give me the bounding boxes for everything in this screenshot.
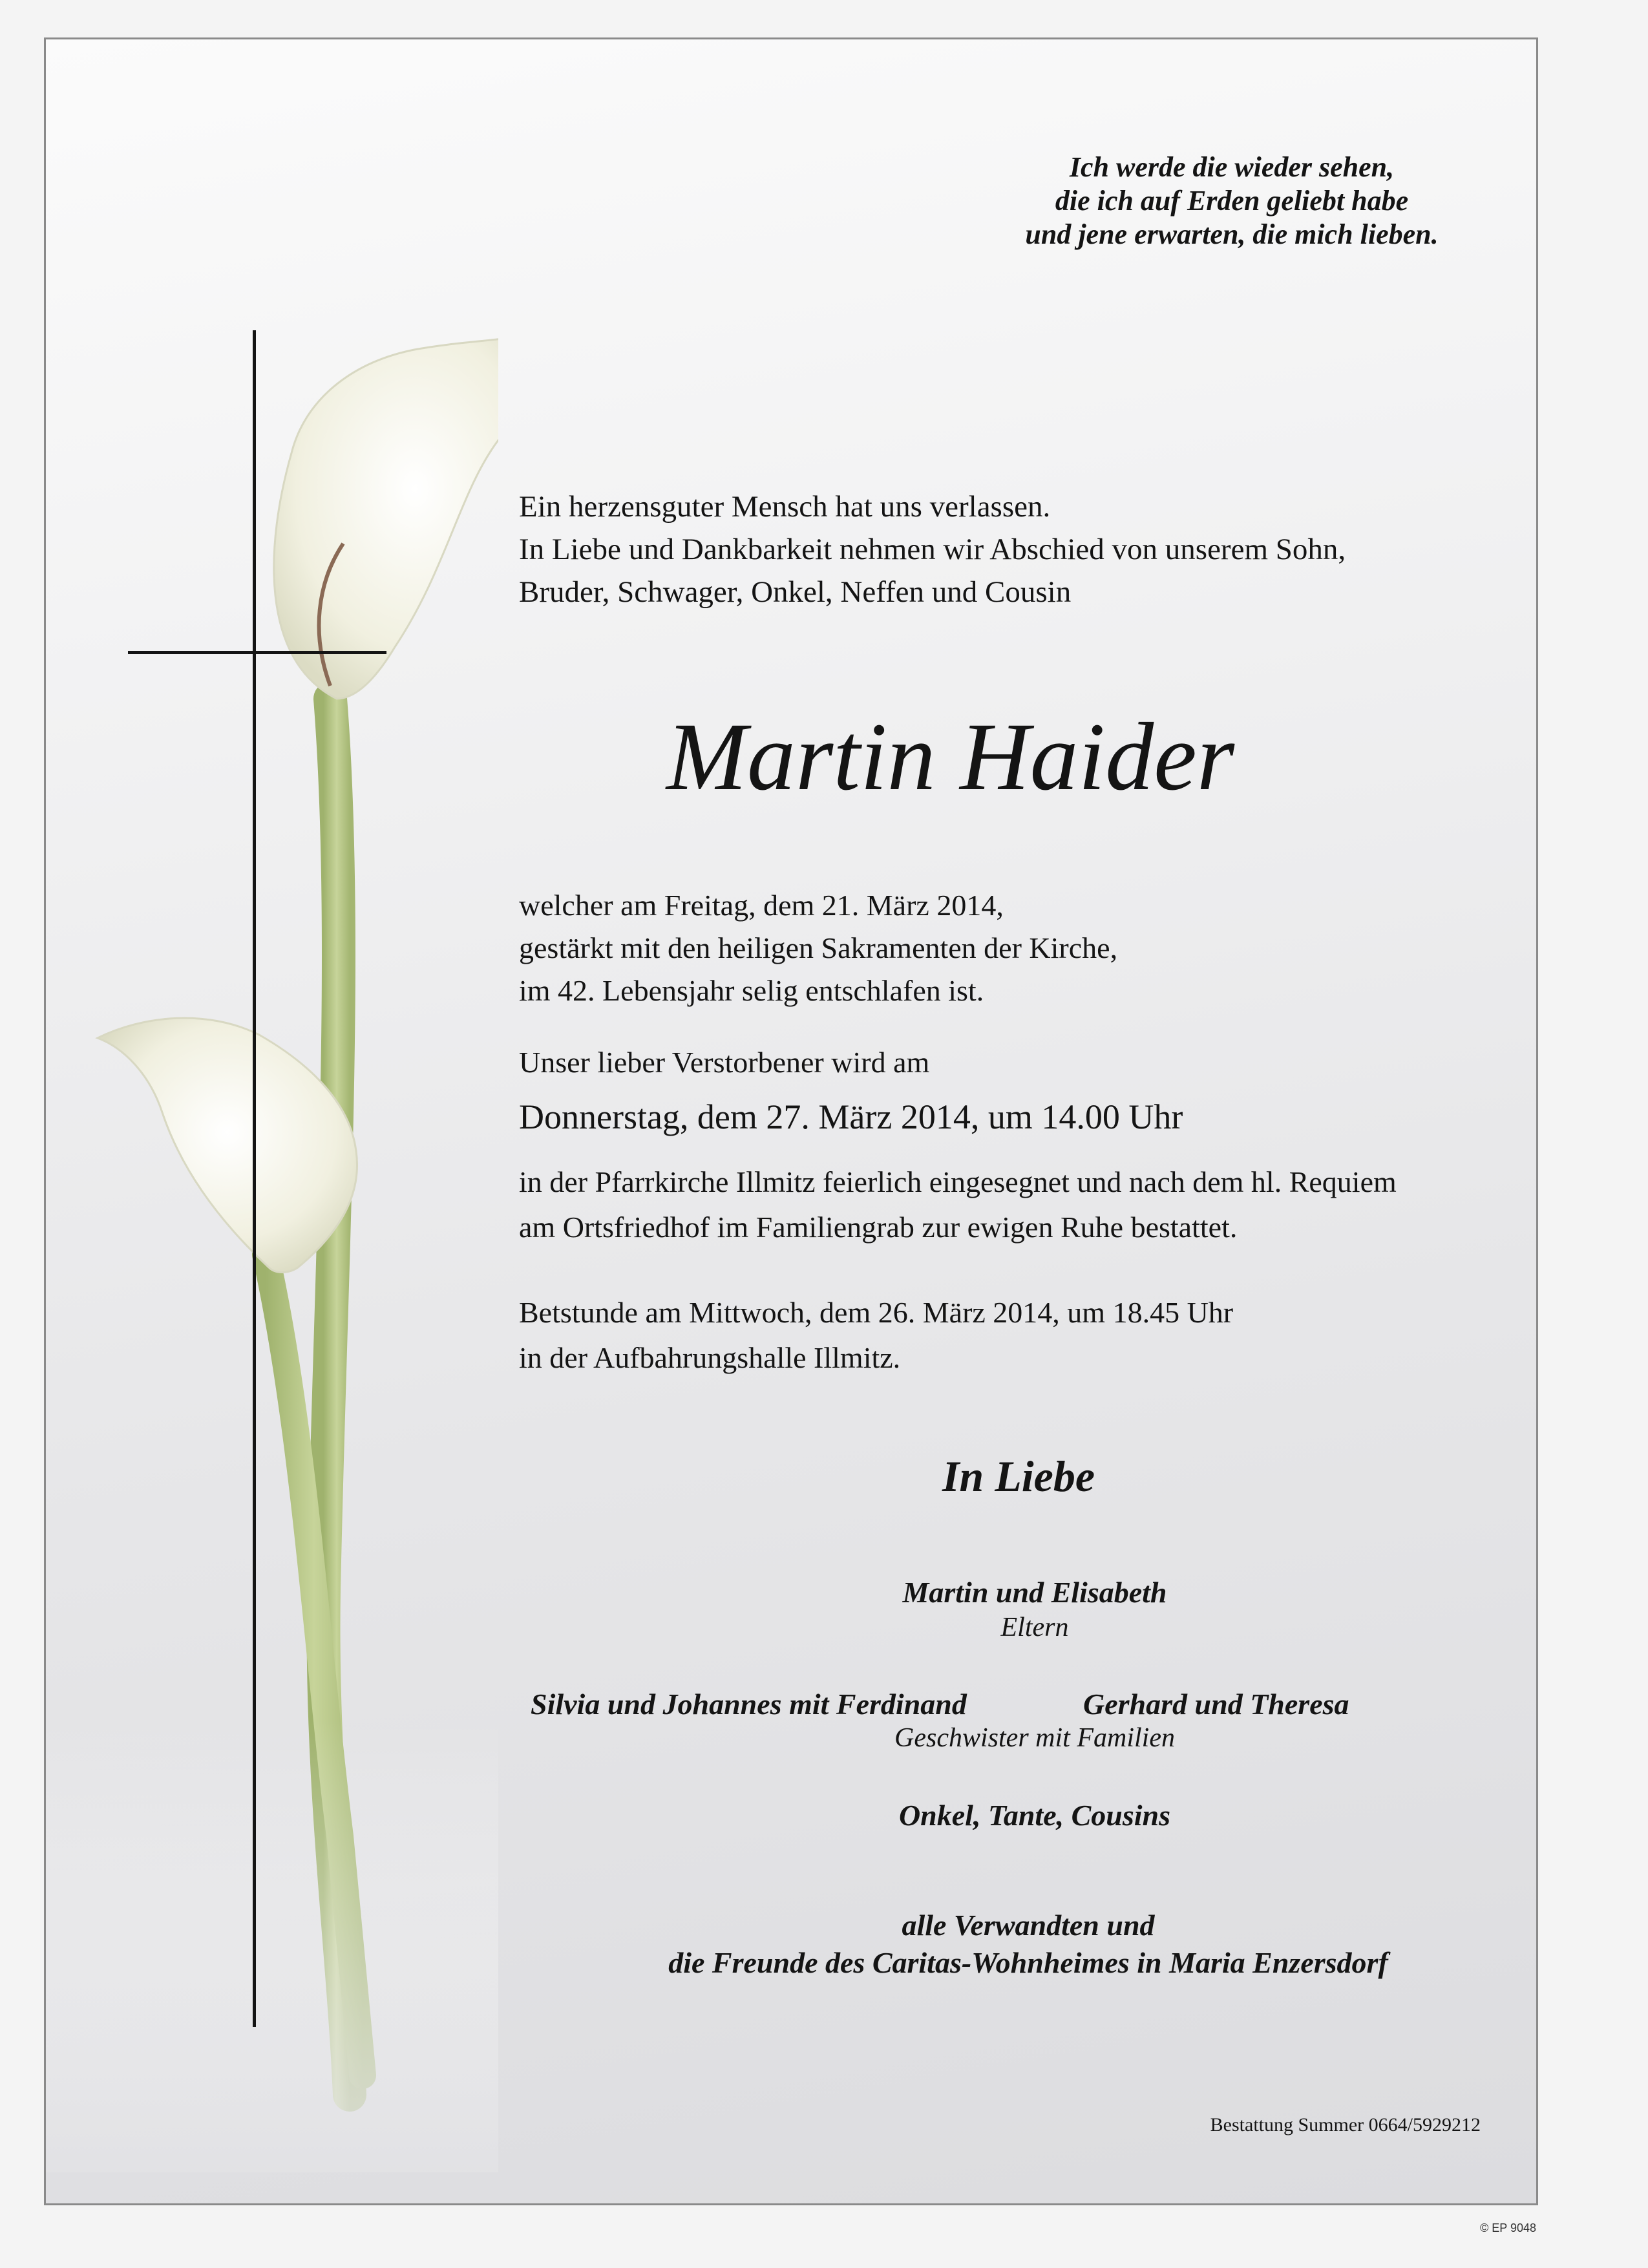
- intro-line: Ein herzensguter Mensch hat uns verlassen.: [519, 490, 1051, 524]
- other-mourners-line: die Freunde des Caritas-Wohnheimes in Maria Enzersdorf: [668, 1946, 1388, 1979]
- cross-icon: [253, 330, 256, 2027]
- funeral-announce: Unser lieber Verstorbener wird am: [519, 1046, 930, 1079]
- funeral-date: Donnerstag, dem 27. März 2014, um 14.00 Uhr: [519, 1097, 1183, 1136]
- funeral-home-contact: Bestattung Summer 0664/5929212: [1210, 2114, 1481, 2136]
- death-line: im 42. Lebensjahr selig entschlafen ist.: [519, 974, 984, 1007]
- verse-line: die ich auf Erden geliebt habe: [1055, 185, 1409, 217]
- verse-line: Ich werde die wieder sehen,: [1069, 151, 1395, 183]
- cross-bar: [128, 651, 386, 654]
- verse-line: und jene erwarten, die mich lieben.: [1025, 218, 1439, 250]
- intro-text: [519, 485, 1488, 613]
- vigil-line: in der Aufbahrungshalle Illmitz.: [519, 1341, 901, 1374]
- mourners-heading: In Liebe: [942, 1452, 1095, 1501]
- parents-role: Eltern: [1000, 1613, 1069, 1642]
- death-line: gestärkt mit den heiligen Sakramenten der Kirche,: [519, 931, 1118, 964]
- ceremony-line: in der Pfarrkirche Illmitz feierlich eingesegnet und nach dem hl. Requiem: [519, 1165, 1397, 1198]
- obituary-sheet: [44, 37, 1538, 2205]
- relatives-names: Onkel, Tante, Cousins: [898, 1799, 1171, 1832]
- death-details: [519, 884, 1488, 1012]
- catalog-code: © EP 9048: [1480, 2221, 1536, 2234]
- sibling-family: Silvia und Johannes mit Ferdinand: [531, 1688, 967, 1721]
- flower-lower: [98, 1018, 357, 1272]
- sibling-family: Gerhard und Theresa: [1083, 1688, 1349, 1721]
- vigil-details: [519, 1290, 1488, 1381]
- intro-line: In Liebe und Dankbarkeit nehmen wir Abschied von unserem Sohn,: [519, 533, 1346, 566]
- parents-names: Martin und Elisabeth: [902, 1576, 1167, 1609]
- siblings-role: Geschwister mit Familien: [894, 1723, 1175, 1753]
- death-line: welcher am Freitag, dem 21. März 2014,: [519, 889, 1004, 922]
- deceased-name: Martin Haider: [666, 703, 1235, 811]
- other-mourners: [537, 1907, 1519, 1982]
- intro-line: Bruder, Schwager, Onkel, Neffen und Cousin: [519, 575, 1072, 609]
- vigil-line: Betstunde am Mittwoch, dem 26. März 2014, um 18.45 Uhr: [519, 1296, 1234, 1329]
- other-mourners-line: alle Verwandten und: [902, 1909, 1155, 1942]
- memorial-verse: [951, 151, 1513, 251]
- ceremony-line: am Ortsfriedhof im Familiengrab zur ewigen Ruhe bestattet.: [519, 1211, 1238, 1244]
- calla-lily-icon: [46, 39, 498, 2172]
- funeral-ceremony: [519, 1160, 1521, 1250]
- flower-top: [274, 317, 498, 699]
